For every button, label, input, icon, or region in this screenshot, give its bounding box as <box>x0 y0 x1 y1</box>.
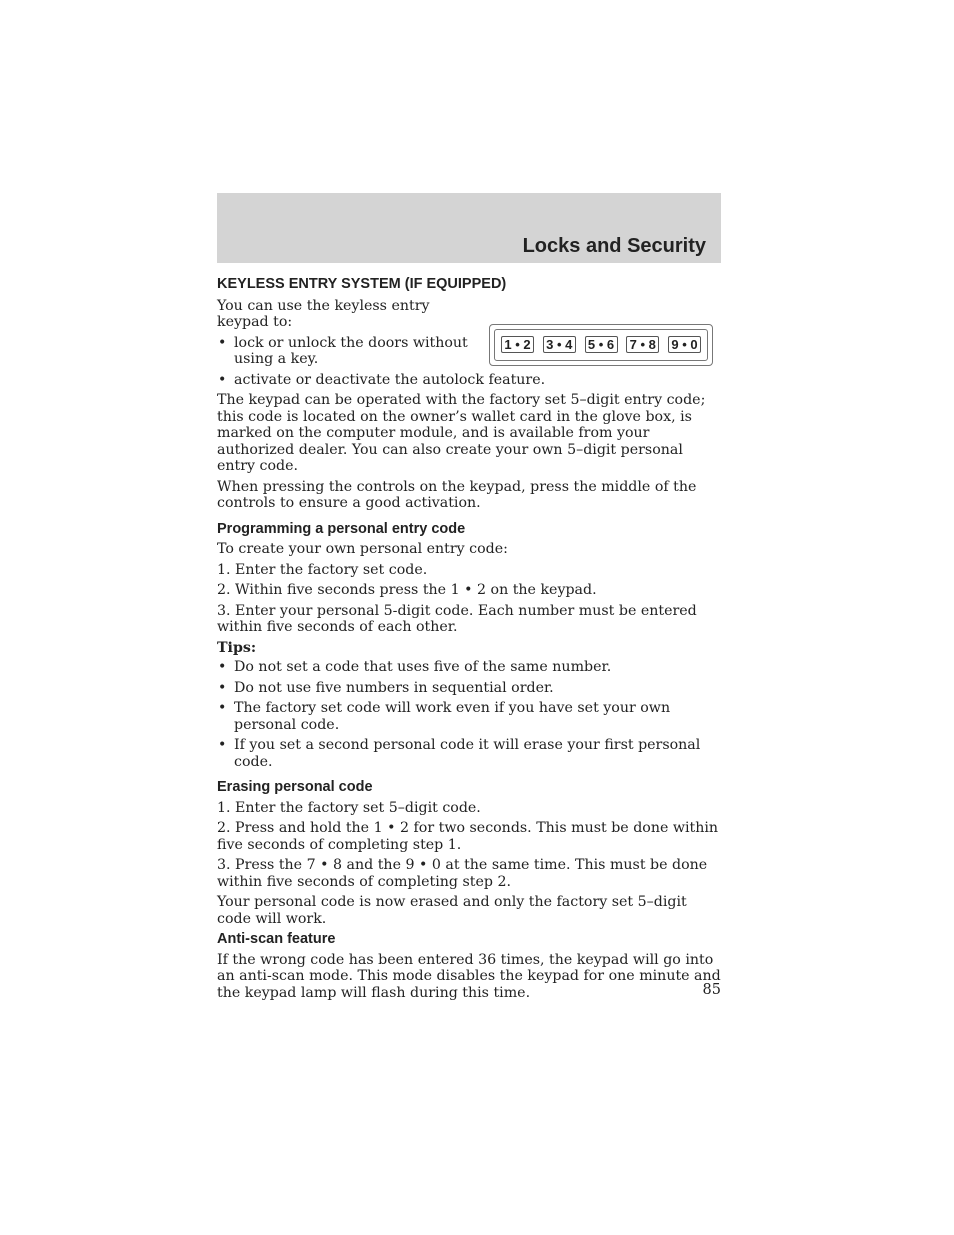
keyless-intro-block <box>217 298 721 389</box>
erasing-step: 1. Enter the factory set 5–digit code. <box>217 799 481 816</box>
subheading-erasing: Erasing personal code <box>217 779 373 795</box>
tip-item: • Do not set a code that uses five of the same number. <box>217 659 721 676</box>
keypad-illustration <box>489 324 713 366</box>
content-column <box>217 276 721 1005</box>
keyless-bullet: • lock or unlock the doors without using a key. <box>217 335 477 368</box>
page-title: Locks and Security <box>522 235 706 257</box>
erasing-step: 2. Press and hold the 1 • 2 for two seconds. This must be done within five seconds of completing step 1. <box>217 820 719 853</box>
page-number: 85 <box>702 982 721 998</box>
section-heading-keyless-entry: KEYLESS ENTRY SYSTEM (IF EQUIPPED) <box>217 276 507 292</box>
keyless-paragraph: When pressing the controls on the keypad, press the middle of the controls to ensure a good activation. <box>217 478 697 511</box>
keyless-bullet: • activate or deactivate the autolock feature. <box>217 372 721 389</box>
keypad-key-5-6: 5 • 6 <box>585 336 618 353</box>
tip-item: • The factory set code will work even if you have set your own personal code. <box>217 700 721 733</box>
programming-intro: To create your own personal entry code: <box>217 541 508 557</box>
tips-label: Tips: <box>217 639 257 656</box>
keypad-frame <box>494 329 708 361</box>
tip-item: • If you set a second personal code it will erase your first personal code. <box>217 737 721 770</box>
keypad-key-7-8: 7 • 8 <box>626 336 659 353</box>
keypad-key-1-2: 1 • 2 <box>501 336 534 353</box>
erasing-closing: Your personal code is now erased and only the factory set 5–digit code will work. <box>217 894 687 927</box>
keypad-key-9-0: 9 • 0 <box>668 336 701 353</box>
keyless-intro: You can use the keyless entry keypad to: <box>217 297 430 330</box>
keyless-paragraph: The keypad can be operated with the factory set 5–digit entry code; this code is located on the owner’s wallet card in the glove box, is marked on the computer module, and is available from your authorized dealer. You can also create your own 5–digit personal entry code. <box>217 392 706 474</box>
tips-list <box>217 659 721 770</box>
tip-item: • Do not use five numbers in sequential order. <box>217 680 721 697</box>
programming-step: 1. Enter the factory set code. <box>217 561 428 578</box>
subheading-anti-scan: Anti-scan feature <box>217 931 336 947</box>
programming-step: 2. Within five seconds press the 1 • 2 on the keypad. <box>217 582 597 598</box>
header-band <box>217 193 721 263</box>
anti-scan-text: If the wrong code has been entered 36 times, the keypad will go into an anti-scan mode. This mode disables the keypad for one minute and the keypad lamp will flash during this time. <box>217 951 721 1001</box>
keypad-key-3-4: 3 • 4 <box>543 336 576 353</box>
erasing-step: 3. Press the 7 • 8 and the 9 • 0 at the same time. This must be done within five seconds of completing step 2. <box>217 857 708 890</box>
programming-step: 3. Enter your personal 5-digit code. Each number must be entered within five seconds of each other. <box>217 602 697 635</box>
subheading-programming: Programming a personal entry code <box>217 520 466 537</box>
